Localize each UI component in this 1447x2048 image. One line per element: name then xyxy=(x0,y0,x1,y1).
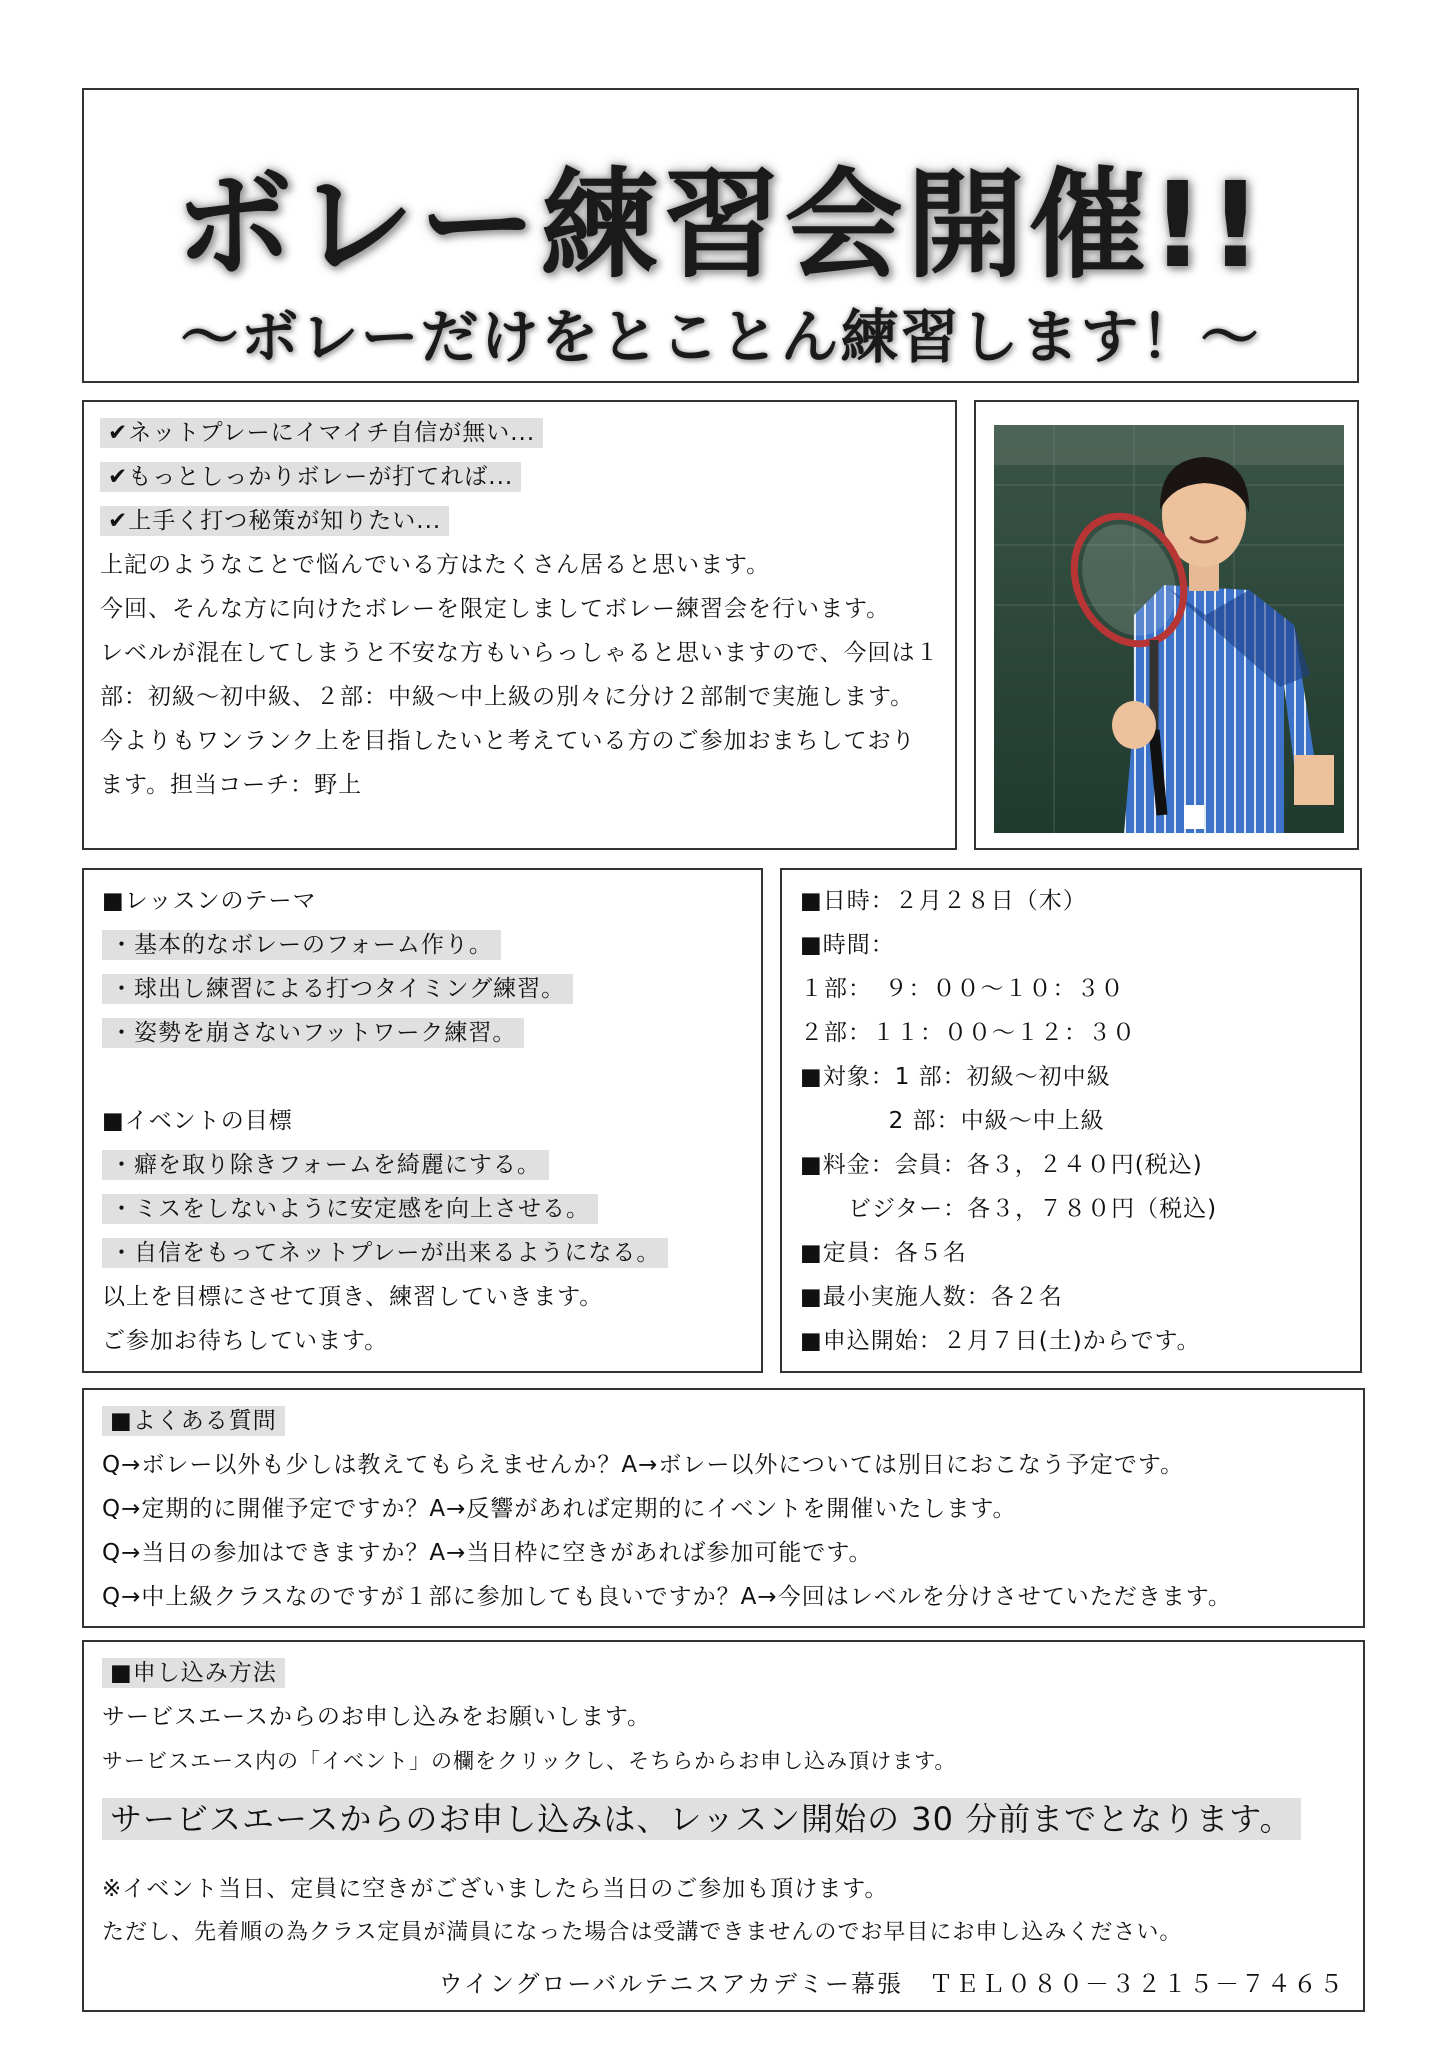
goal-item: ・自信をもってネットプレーが出来るようになる。 xyxy=(102,1238,668,1268)
check-item: ✔ネットプレーにイマイチ自信が無い... xyxy=(100,418,543,448)
detail-line: １部： ９：００～１０：３０ xyxy=(800,976,1125,1002)
detail-line: ■時間： xyxy=(800,932,895,958)
theme-box xyxy=(82,868,763,1373)
page-title: ボレー練習会開催!! xyxy=(174,156,1267,294)
goal-item: ・ミスをしないように安定感を向上させる。 xyxy=(102,1194,598,1224)
apply-note: ※イベント当日、定員に空きがございましたら当日のご参加も頂けます。 xyxy=(102,1876,889,1902)
check-item: ✔もっとしっかりボレーが打てれば... xyxy=(100,462,521,492)
detail-line: ■定員：各５名 xyxy=(800,1240,967,1266)
detail-line: ２部：１１：００～１２：３０ xyxy=(800,1020,1136,1046)
theme-item: ・球出し練習による打つタイミング練習。 xyxy=(102,974,573,1004)
intro-box xyxy=(82,400,957,850)
apply-line: サービスエース内の「イベント」の欄をクリックし、そちらからお申し込み頂けます。 xyxy=(102,1749,957,1773)
apply-heading: ■申し込み方法 xyxy=(102,1658,285,1688)
faq-item: Q→中上級クラスなのですが１部に参加しても良いですか？A→今回はレベルを分けさせていただきます。 xyxy=(102,1584,1232,1610)
detail-line: 2 部：中級～中上級 xyxy=(800,1108,1105,1134)
detail-line: ビジター：各３，７８０円（税込) xyxy=(800,1196,1218,1222)
check-item: ✔上手く打つ秘策が知りたい... xyxy=(100,506,449,536)
signature-contact: ウイングローバルテニスアカデミー幕張 ＴＥＬ０８０－３２１５－７４６５ xyxy=(438,1970,1345,1998)
photo-box xyxy=(974,400,1359,850)
detail-line: ■対象：1 部：初級～初中級 xyxy=(800,1064,1111,1090)
faq-box xyxy=(82,1388,1365,1628)
faq-item: Q→定期的に開催予定ですか？A→反響があれば定期的にイベントを開催いたします。 xyxy=(102,1496,1017,1522)
apply-line: サービスエースからのお申し込みをお願いします。 xyxy=(102,1704,652,1730)
intro-paragraph-line: レベルが混在してしまうと不安な方もいらっしゃると思いますので、今回は１ xyxy=(100,640,940,666)
details-box xyxy=(780,868,1362,1373)
apply-note: ただし、先着順の為クラス定員が満員になった場合は受講できませんのでお早目にお申し込みください。 xyxy=(102,1920,1183,1945)
closing-line: ご参加お待ちしています。 xyxy=(102,1328,389,1354)
theme-heading: ■レッスンのテーマ xyxy=(102,888,317,914)
page-subtitle: ～ボレーだけをとことん練習します！～ xyxy=(180,303,1261,371)
coach-photo xyxy=(994,425,1344,833)
goal-heading: ■イベントの目標 xyxy=(102,1108,293,1134)
closing-line: 以上を目標にさせて頂き、練習していきます。 xyxy=(102,1284,604,1310)
detail-line: ■最小実施人数：各２名 xyxy=(800,1284,1063,1310)
intro-paragraph-line: 今よりもワンランク上を目指したいと考えている方のご参加おまちしており xyxy=(100,728,916,754)
theme-item: ・姿勢を崩さないフットワーク練習。 xyxy=(102,1018,524,1048)
faq-heading: ■よくある質問 xyxy=(102,1406,285,1436)
apply-deadline-notice: サービスエースからのお申し込みは、レッスン開始の 30 分前までとなります。 xyxy=(102,1798,1301,1840)
detail-line: ■申込開始：２月７日(土)からです。 xyxy=(800,1328,1201,1354)
theme-item: ・基本的なボレーのフォーム作り。 xyxy=(102,930,501,960)
apply-box xyxy=(82,1640,1365,2012)
intro-paragraph-line: 部：初級～初中級、２部：中級～中上級の別々に分け２部制で実施します。 xyxy=(100,684,915,710)
intro-paragraph-line: 今回、そんな方に向けたボレーを限定しましてボレー練習会を行います。 xyxy=(100,596,891,622)
faq-item: Q→ボレー以外も少しは教えてもらえませんか？A→ボレー以外については別日におこなう予定です。 xyxy=(102,1452,1185,1478)
detail-line: ■日時：２月２８日（木） xyxy=(800,888,1087,914)
intro-paragraph-line: ます。担当コーチ：野上 xyxy=(100,772,363,798)
intro-paragraph-line: 上記のようなことで悩んでいる方はたくさん居ると思います。 xyxy=(100,552,771,578)
detail-line: ■料金：会員：各３，２４０円(税込) xyxy=(800,1152,1203,1178)
header-box xyxy=(82,88,1359,383)
goal-item: ・癖を取り除きフォームを綺麗にする。 xyxy=(102,1150,549,1180)
faq-item: Q→当日の参加はできますか？A→当日枠に空きがあれば参加可能です。 xyxy=(102,1540,873,1566)
